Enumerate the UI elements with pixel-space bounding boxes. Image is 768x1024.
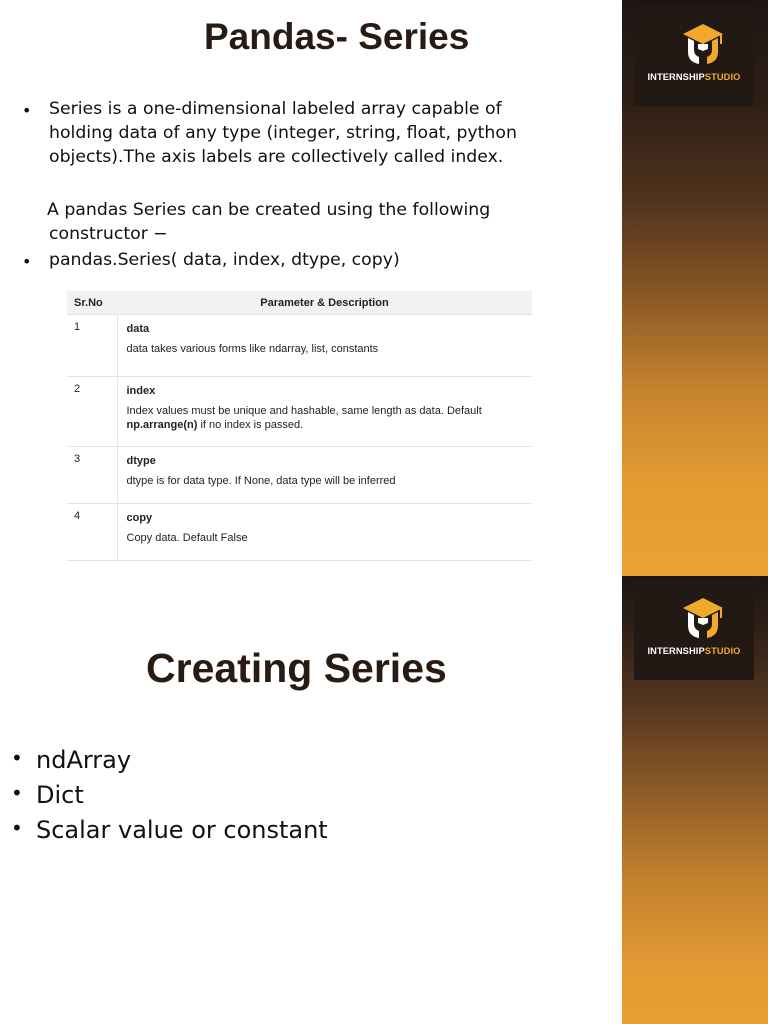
paragraph-line: constructor − <box>49 224 168 244</box>
bullet-text-line: Series is a one-dimensional labeled array capable of <box>49 99 502 119</box>
parameter-description: dtype is for data type. If None, data type will be inferred <box>126 475 396 487</box>
parameter-name: copy <box>126 512 153 524</box>
slide-title: Creating Series <box>146 645 447 691</box>
slide-creating-series <box>0 576 768 1024</box>
internshipstudio-logo-icon <box>679 594 727 642</box>
parameter-description: data takes various forms like ndarray, list, constants <box>126 343 379 355</box>
brand-name: INTERNSHIPSTUDIO <box>647 72 741 82</box>
table-row <box>67 504 532 561</box>
row-description-cell <box>117 447 532 504</box>
table-row <box>67 315 532 377</box>
parameter-description-line2 <box>127 418 527 432</box>
description-tail: if no index is passed. <box>197 419 304 431</box>
row-description-cell <box>117 504 532 561</box>
bullet-icon: • <box>11 816 23 840</box>
row-number: 4 <box>67 504 117 561</box>
internshipstudio-logo-icon <box>679 20 727 68</box>
parameter-name: dtype <box>126 455 156 467</box>
row-description-cell <box>117 377 532 447</box>
table-row <box>67 447 532 504</box>
parameter-name: index <box>126 385 156 397</box>
default-value-code: np.arrange(n) <box>126 419 198 431</box>
constructor-signature: pandas.Series( data, index, dtype, copy) <box>49 250 400 270</box>
bullet-icon: • <box>11 781 23 805</box>
table-row <box>67 377 532 447</box>
bullet-text-line: objects).The axis labels are collectively called index. <box>49 147 504 167</box>
row-number: 1 <box>67 315 117 377</box>
row-number: 2 <box>67 377 117 447</box>
list-item: Dict <box>36 781 84 809</box>
slide-title: Pandas- Series <box>204 16 470 57</box>
bullet-icon: • <box>22 252 32 271</box>
brand-sidebar <box>622 576 768 1024</box>
bullet-icon: • <box>11 746 23 770</box>
row-description-cell <box>117 315 532 377</box>
row-number: 3 <box>67 447 117 504</box>
parameter-description: Index values must be unique and hashable, same length as data. Default <box>126 405 482 417</box>
brand-name: INTERNSHIPSTUDIO <box>647 646 741 656</box>
brand-logo <box>634 6 754 106</box>
paragraph-line: A pandas Series can be created using the following <box>47 200 491 220</box>
table-header-row <box>67 291 532 315</box>
brand-sidebar <box>622 0 768 576</box>
bullet-text-line: holding data of any type (integer, string, float, python <box>49 123 517 143</box>
brand-logo <box>634 580 754 680</box>
parameter-name: data <box>126 323 150 335</box>
list-item: Scalar value or constant <box>36 816 328 844</box>
column-header: Sr.No <box>67 291 117 315</box>
parameter-description: Copy data. Default False <box>126 532 248 544</box>
bullet-icon: • <box>22 101 32 120</box>
column-header: Parameter & Description <box>117 291 532 315</box>
list-item: ndArray <box>36 746 132 774</box>
parameter-table <box>67 291 532 561</box>
